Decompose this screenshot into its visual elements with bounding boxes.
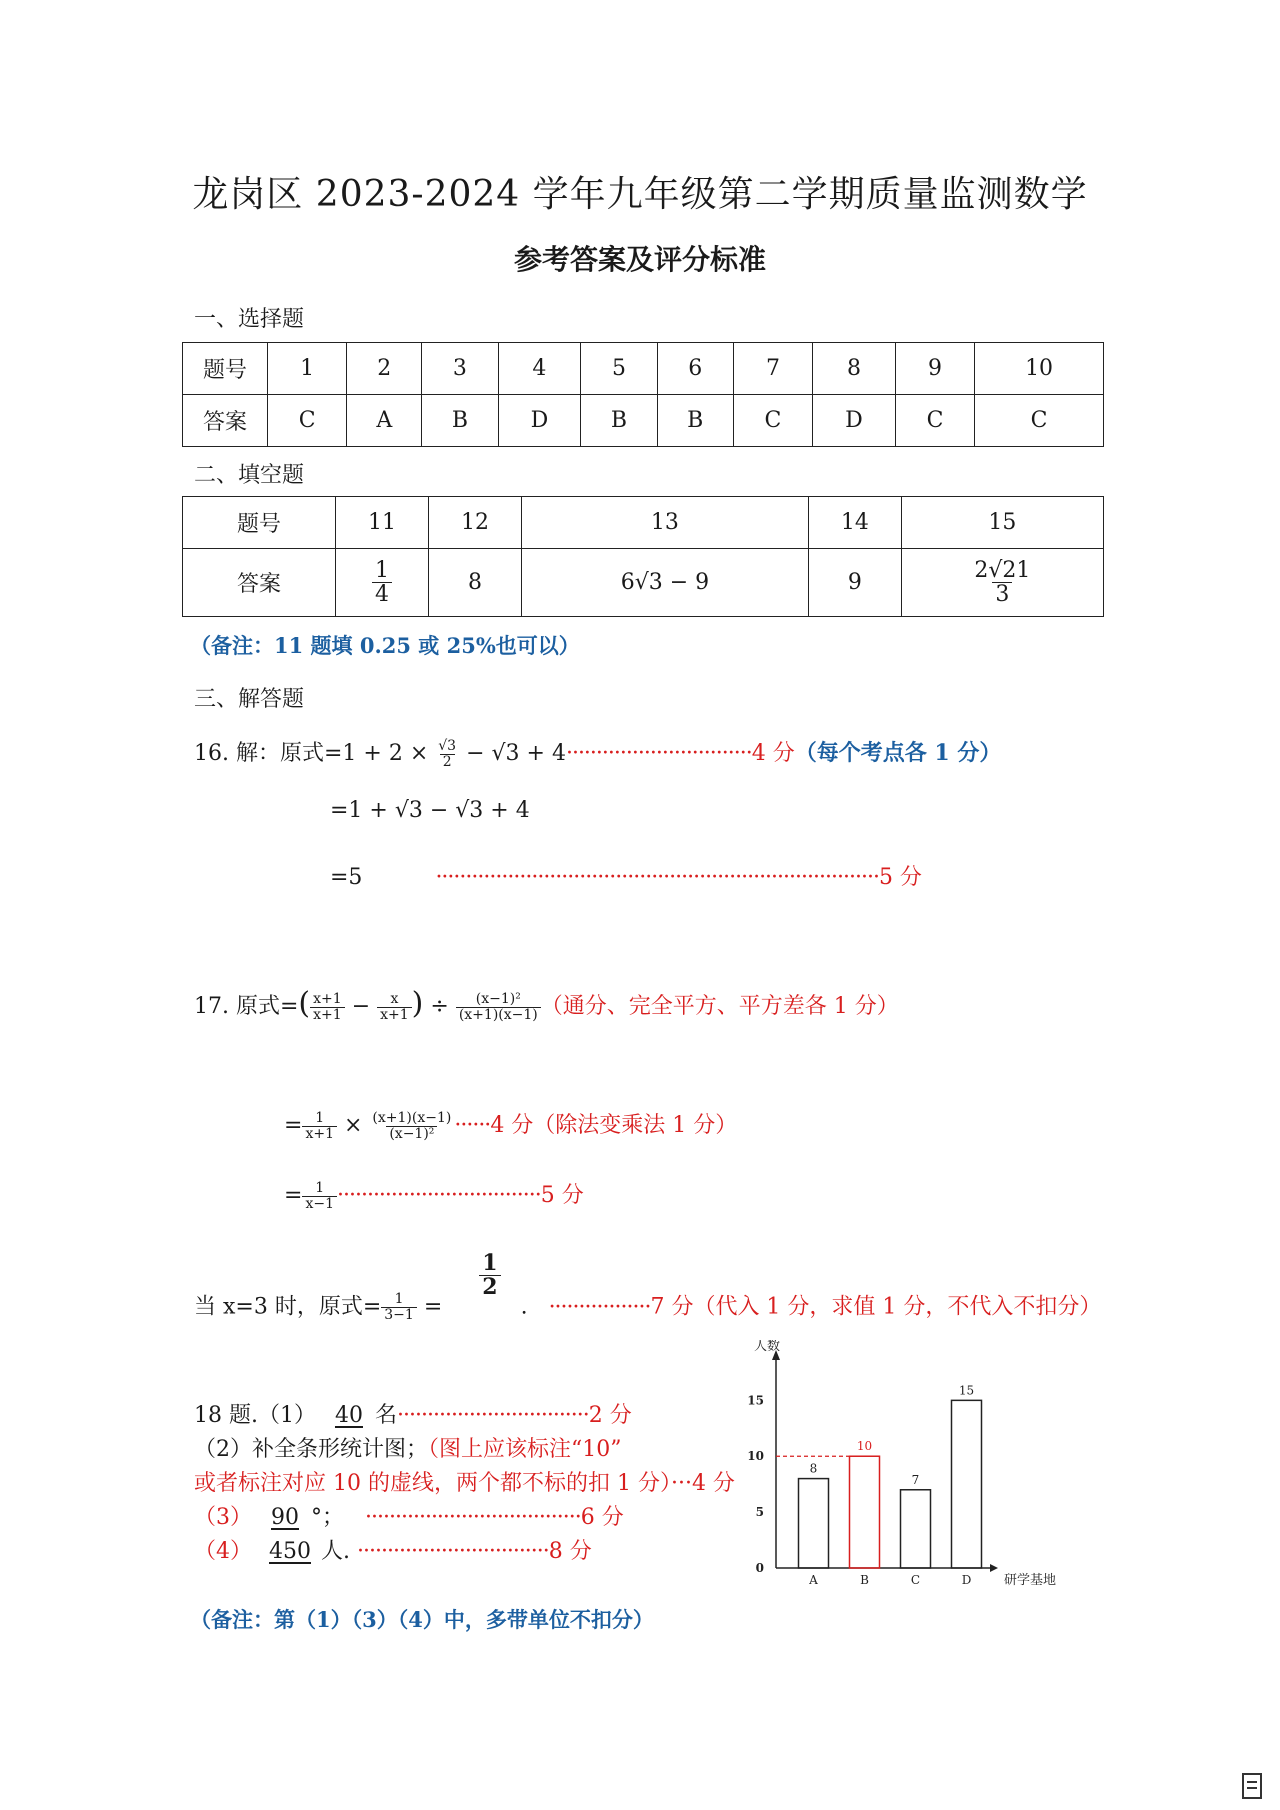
fraction [369,1111,454,1141]
page-title: 龙岗区 2023-2024 学年九年级第二学期质量监测数学 [192,174,1088,215]
row-label-answer: 答案 [183,395,268,447]
fraction [456,992,541,1022]
cell-answer: D [498,395,581,447]
score: 8 分 [548,1539,592,1564]
cell-answer-12: 8 [429,549,522,617]
operator: = [423,1294,443,1320]
row-label-number: 题号 [183,497,336,549]
numerator: 1 [394,1291,404,1308]
bar-value-label: 10 [856,1439,873,1454]
operator: − [351,994,371,1019]
cell-number: 4 [498,343,581,395]
unit: 人. [321,1539,350,1564]
q17-line2 [284,1108,737,1141]
denominator: (x+1)(x−1) [456,1007,541,1023]
numerator: 1 [375,557,389,583]
bar-value-label: 8 [809,1461,818,1476]
score-note: （图上应该标注“10” [428,1437,622,1462]
numerator: 1 [315,1109,325,1126]
score-note: （每个考点各 1 分） [794,740,1002,766]
numerator: 2√21 [974,557,1031,583]
x-tick-label: D [961,1573,972,1587]
section2-note: （备注：11 题填 0.25 或 25%也可以） [190,633,580,658]
q18-line4 [194,1500,624,1531]
score: 6 分 [580,1505,624,1530]
q17-line3 [284,1178,584,1211]
dotted-leader: ················· [548,1294,651,1320]
answer-value: 40 [334,1403,363,1428]
dotted-leader: ································ [357,1539,549,1564]
cell-number: 7 [733,343,812,395]
numerator: (x−1)² [475,990,521,1007]
operator: = [284,1113,303,1138]
row-label-answer: 答案 [183,549,336,617]
denominator: 2 [440,754,455,770]
numerator: 1 [315,1179,325,1196]
denominator: 3−1 [381,1307,417,1323]
q18-line1 [194,1398,632,1429]
q18-note: （备注：第（1）（3）（4）中，多带单位不扣分） [190,1607,654,1632]
bar-value-label: 15 [958,1383,975,1398]
question-label: （4） [194,1539,252,1564]
dotted-leader: ································ [397,1403,589,1428]
x-tick-label: C [910,1573,921,1587]
cell-number: 2 [347,343,422,395]
dotted-leader: ···································· [365,1505,581,1530]
dotted-leader: ······ [454,1113,491,1138]
q16-line3 [330,860,922,891]
cell-number: 10 [975,343,1104,395]
cell-number: 11 [336,497,429,549]
fraction [372,559,392,606]
page-subtitle: 参考答案及评分标准 [513,243,766,276]
fraction [381,1292,417,1322]
cell-number: 12 [429,497,522,549]
cell-answer: C [733,395,812,447]
dotted-leader: ······························· [565,741,752,766]
score-note: （通分、完全平方、平方差各 1 分） [540,994,899,1019]
cell-answer: C [268,395,347,447]
q18-line5 [194,1534,592,1565]
q16-line1 [194,736,1001,769]
fraction [377,992,412,1022]
operator: × [343,1113,363,1138]
cell-answer-14: 9 [808,549,901,617]
cell-number: 14 [808,497,901,549]
cell-answer-15 [901,549,1103,617]
operator: = [284,1183,303,1208]
cell-answer-11 [336,549,429,617]
cell-answer: C [895,395,974,447]
score: 5 分 [540,1183,584,1208]
numerator: (x+1)(x−1) [372,1109,452,1126]
cell-answer: B [422,395,498,447]
x-tick-label: A [809,1573,818,1587]
bar [850,1456,880,1568]
question-label: 18 题.（1） [194,1403,316,1428]
q16-line2: =1 + √3 − √3 + 4 [330,798,530,823]
numerator: x+1 [313,990,342,1007]
unit: °； [311,1505,345,1530]
section2-heading: 二、填空题 [194,463,305,488]
cell-number: 5 [581,343,657,395]
denominator: x−1 [302,1196,337,1212]
denominator: x+1 [377,1007,412,1023]
y-tick-label: 15 [747,1393,764,1408]
row-label-number: 题号 [183,343,268,395]
x-tick-label: B [860,1573,869,1587]
answer-value: 90 [271,1505,299,1530]
expression: 17. 原式= [194,994,299,1019]
x-axis-label: 研学基地 [1004,1573,1057,1588]
cell-answer-13: 6√3 − 9 [522,549,809,617]
numerator: x [390,990,399,1007]
denominator: x+1 [310,1007,345,1023]
fraction [971,559,1033,606]
bar [799,1479,829,1568]
cell-answer: D [813,395,896,447]
q17-line4 [194,1250,1102,1331]
expression: 当 x=3 时，原式= [194,1294,382,1320]
expression: 16. 解：原式=1 + 2 × [194,741,429,766]
denominator: x+1 [302,1126,337,1142]
cell-answer: B [581,395,657,447]
bar [952,1400,982,1568]
section3-heading: 三、解答题 [194,687,305,712]
y-tick-label: 10 [747,1449,764,1464]
cell-number: 3 [422,343,498,395]
question-label: （3） [194,1505,252,1530]
y-tick-label: 0 [755,1561,764,1575]
q18-line2 [194,1432,622,1463]
y-axis-label: 人数 [754,1340,781,1354]
expression: =5 [330,865,363,890]
q17-line1: 17. 原式=( $\frac{x+1}{x+1}$ − $\frac{x}{x+1}$ ) ÷ $\frac{\text{(x−1)²}}{(x+1)(x-1)}$ （通分、完全平方、平方差各 1 分） [194,986,899,1023]
dotted-leader: ·································· [336,1183,541,1208]
operator: ÷ [430,994,449,1019]
page-corner-icon [1240,1768,1266,1802]
cell-number: 9 [895,343,974,395]
cell-number: 1 [268,343,347,395]
cell-number: 6 [657,343,733,395]
choice-answer-table [182,342,1104,447]
score: 5 分 [878,865,922,890]
bar [901,1490,931,1568]
fraction [302,1181,337,1211]
denominator: 4 [372,582,392,606]
score: 2 分 [588,1403,632,1428]
answer-value: 450 [269,1539,311,1564]
x-axis-arrow [990,1564,998,1572]
score: 4 分 [751,741,795,766]
score: 7 分（代入 1 分，求值 1 分，不代入不扣分） [650,1294,1102,1320]
bar-value-label: 7 [911,1472,920,1487]
cell-number: 8 [813,343,896,395]
numerator: √3 [438,737,457,754]
q18-line3: 或者标注对应 10 的虚线，两个都不标的扣 1 分）···4 分 [194,1471,735,1496]
period: . [520,1294,528,1320]
cell-answer: B [657,395,733,447]
section1-heading: 一、选择题 [194,307,305,332]
denominator: (x−1)² [386,1126,437,1142]
denominator: 3 [992,582,1012,606]
expression: − √3 + 4 [466,741,566,766]
cell-answer: C [975,395,1104,447]
denominator: 2 [479,1275,500,1299]
fraction [302,1111,337,1141]
bar-chart [740,1340,1100,1600]
cell-answer: A [347,395,422,447]
cell-number: 15 [901,497,1103,549]
score: 4 分（除法变乘法 1 分） [490,1113,738,1138]
fraction [435,739,459,769]
expression: （2）补全条形统计图； [194,1437,428,1462]
y-tick-label: 5 [755,1505,764,1520]
cell-number: 13 [522,497,809,549]
dotted-leader: ·········································································· [435,865,879,890]
fraction [479,1252,500,1299]
fraction [310,992,345,1022]
numerator: 1 [482,1250,498,1276]
unit: 名 [374,1403,397,1428]
fill-answer-table [182,496,1104,617]
